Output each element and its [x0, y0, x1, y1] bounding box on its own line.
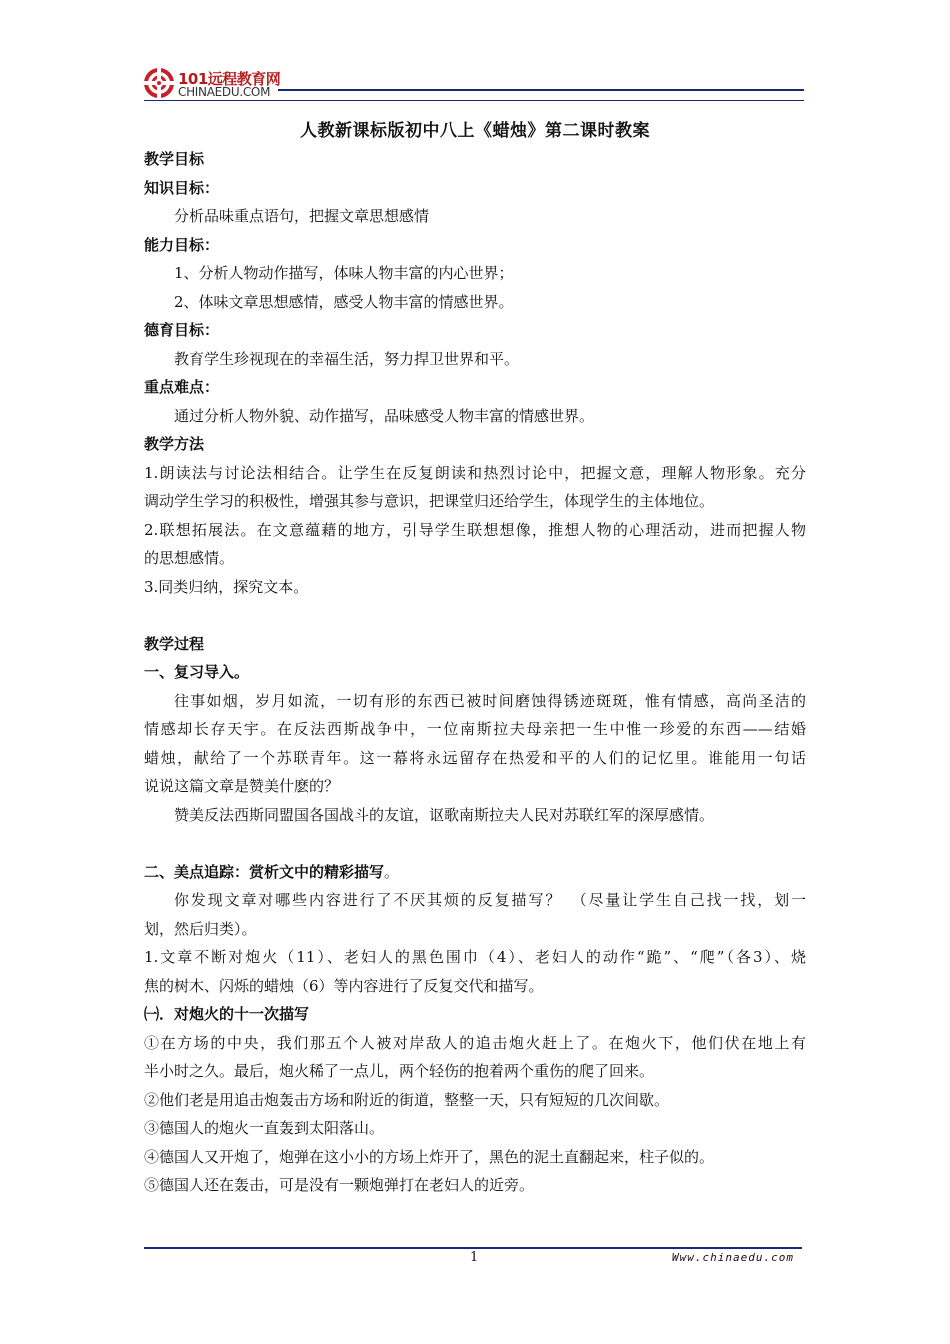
logo-emblem-icon	[144, 68, 174, 98]
heading-beauty-tracking	[144, 858, 806, 887]
paragraph-line: 说说这篇文章是赞美什麽的？	[144, 777, 340, 795]
paragraph-line: ①在方场的中央，我们那五个人被对岸敌人的追击炮火赶上了。在炮火下，他们伏在地上有	[144, 1033, 806, 1052]
heading-artillery-descriptions: ㈠．对炮火的十一次描写	[144, 1005, 310, 1023]
paragraph-line: 你发现文章对哪些内容进行了不厌其烦的反复描写？ （尽量让学生自己找一找，划一	[174, 891, 806, 909]
paragraph-line: 2.联想拓展法。在文意蕴藉的地方，引导学生联想想像，推想人物的心理活动，进而把握人物	[144, 520, 806, 539]
footer-rule	[144, 1247, 802, 1249]
paragraph-line: 半小时之久。最后，炮火稀了一点儿，两个轻伤的抱着两个重伤的爬了回来。	[144, 1062, 655, 1080]
paragraph-line: 1、分析人物动作描写，体味人物丰富的内心世界；	[174, 264, 514, 282]
heading-period: 。	[384, 862, 400, 881]
paragraph-line: 3.同类归纳，探究文本。	[144, 577, 309, 596]
document-title: 人教新课标版初中八上《蜡烛》第二课时教案	[300, 121, 650, 141]
header-rule-thin	[144, 100, 804, 101]
heading-teaching-goals: 教学目标	[144, 150, 205, 168]
logo-name: 101远程教育网	[178, 70, 281, 88]
blank-line	[144, 829, 806, 858]
paragraph-line: 情感却长存天宇。在反法西斯战争中，一位南斯拉夫母亲把一生中惟一珍爱的东西——结婚	[144, 720, 806, 738]
paragraph-line: ②他们老是用追击炮轰击方场和附近的街道，整整一天，只有短短的几次间歇。	[144, 1090, 670, 1109]
heading-review-intro: 一、复习导入。	[144, 663, 250, 681]
paragraph-line: 的思想感情。	[144, 549, 235, 567]
footer-url: Www.chinaedu.com	[672, 1251, 794, 1264]
paragraph-line: 焦的树木、闪烁的蜡烛（6）等内容进行了反复交代和描写。	[144, 976, 544, 995]
heading-knowledge-goals: 知识目标：	[144, 178, 220, 197]
heading-teaching-process: 教学过程	[144, 634, 205, 653]
page-number: 1	[470, 1250, 479, 1265]
document-body	[144, 145, 806, 1200]
heading-teaching-methods: 教学方法	[144, 435, 205, 453]
header-rule	[278, 89, 804, 91]
heading-ability-goals: 能力目标：	[144, 235, 220, 254]
paragraph-line: ⑤德国人还在轰击，可是没有一颗炮弹打在老妇人的近旁。	[144, 1176, 535, 1194]
heading-key-points: 重点难点：	[144, 378, 220, 396]
paragraph-line: 往事如烟，岁月如流，一切有形的东西已被时间磨蚀得锈迹斑斑，惟有情感，高尚圣洁的	[174, 691, 806, 710]
heading-moral-goals: 德育目标：	[144, 321, 220, 339]
paragraph-line: 1.朗读法与讨论法相结合。让学生在反复朗读和热烈讨论中，把握文意，理解人物形象。充分	[144, 463, 806, 482]
chinaedu-logo	[144, 68, 281, 102]
paragraph-line: ③德国人的炮火一直轰到太阳落山。	[144, 1119, 385, 1137]
paragraph-line: 1.文章不断对炮火（11）、老妇人的黑色围巾（4）、老妇人的动作“跪”、“爬”（各3）、烧	[144, 948, 806, 966]
heading-beauty-tracking-text: 二、美点追踪：赏析文中的精彩描写	[144, 862, 385, 881]
paragraph-line: 划，然后归类）。	[144, 919, 257, 938]
paragraph-line: 教育学生珍视现在的幸福生活，努力捍卫世界和平。	[174, 349, 520, 368]
paragraph-line: 2、体味文章思想感情，感受人物丰富的情感世界。	[174, 292, 514, 311]
logo-domain: CHINAEDU.COM	[178, 85, 271, 99]
paragraph-line: 蜡烛，献给了一个苏联青年。这一幕将永远留存在热爱和平的人们的记忆里。谁能用一句话	[144, 748, 806, 767]
paragraph-line: 调动学生学习的积极性，增强其参与意识，把课堂归还给学生，体现学生的主体地位。	[144, 492, 715, 510]
blank-line	[144, 601, 806, 630]
paragraph-line: 通过分析人物外貌、动作描写，品味感受人物丰富的情感世界。	[174, 406, 595, 425]
paragraph-line: 赞美反法西斯同盟国各国战斗的友谊，讴歌南斯拉夫人民对苏联红军的深厚感情。	[174, 805, 715, 824]
paragraph-line: 分析品味重点语句，把握文章思想感情	[174, 207, 430, 225]
paragraph-line: ④德国人又开炮了，炮弹在这小小的方场上炸开了，黑色的泥土直翻起来，柱子似的。	[144, 1147, 715, 1166]
